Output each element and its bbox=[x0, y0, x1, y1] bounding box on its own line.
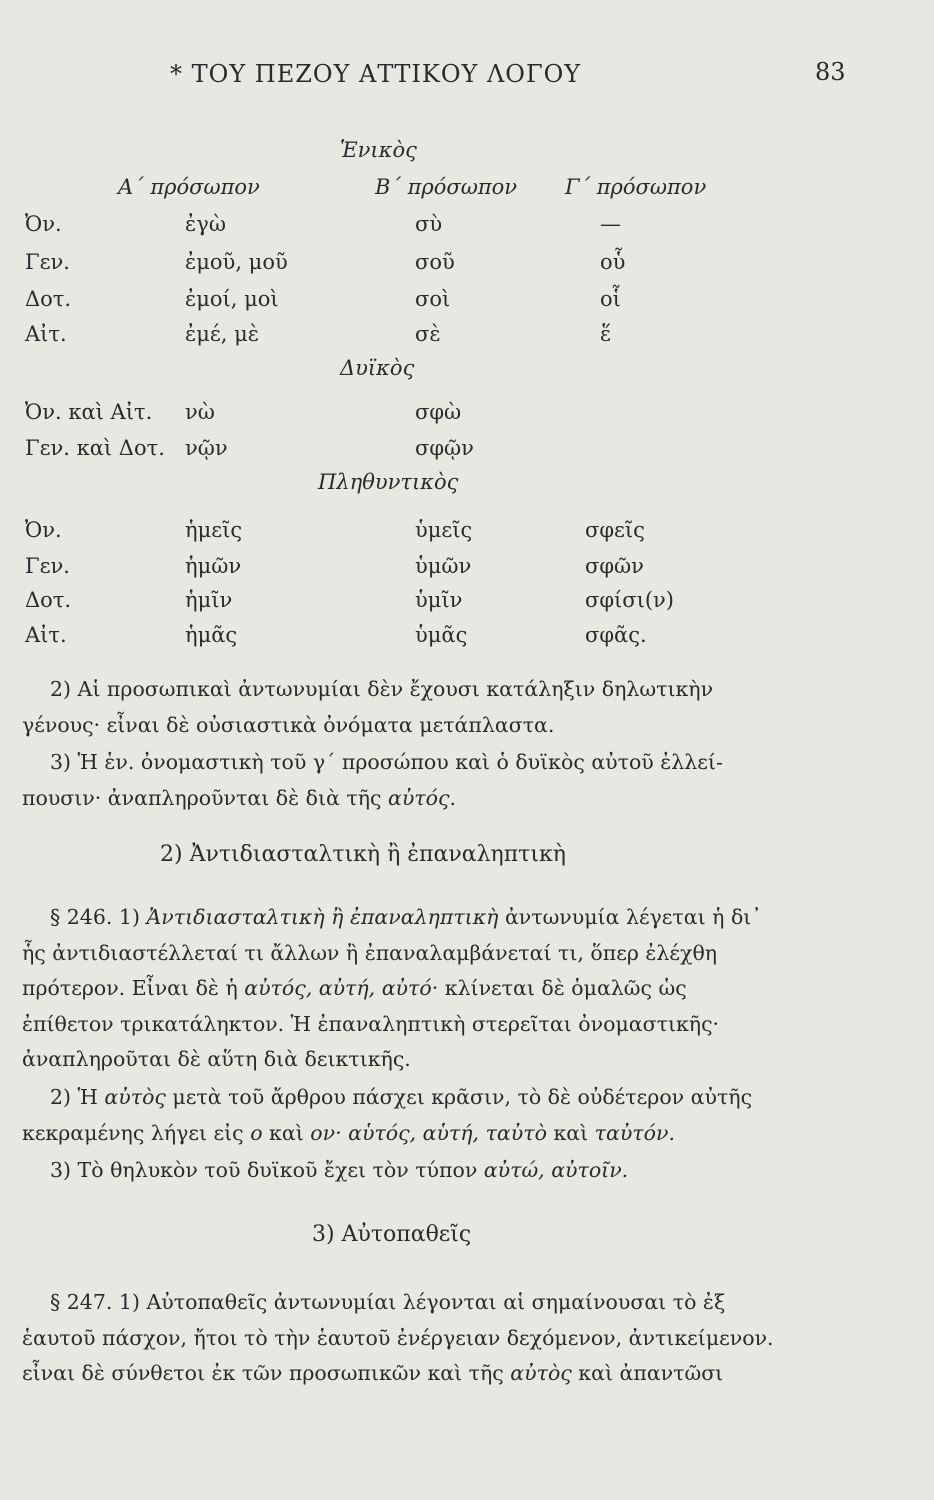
form-cell: ἕ bbox=[600, 322, 612, 346]
form-cell: οὗ bbox=[600, 250, 626, 274]
note-3: 3) Ἡ ἑν. ὀνομαστικὴ τοῦ γ΄ προσώπου καὶ ὁ δυϊκὸς αὐτοῦ ἐλλείπουσιν· ἀναπληροῦνται δὲ διὰ τῆς αὐτός. bbox=[22, 750, 723, 810]
form-cell: ἡμῶν bbox=[185, 554, 242, 578]
case-label: Ὀν. bbox=[25, 212, 62, 236]
form-cell: σοὶ bbox=[415, 287, 451, 311]
case-label: Δοτ. bbox=[25, 287, 72, 311]
form-cell: σφῷν bbox=[415, 436, 474, 460]
form-cell: σφίσι(ν) bbox=[585, 588, 674, 612]
form-cell: ἐμέ, μὲ bbox=[185, 322, 260, 346]
form-cell: ὑμᾶς bbox=[415, 623, 468, 647]
form-cell: νὼ bbox=[185, 400, 215, 424]
running-head: * ΤΟΥ ΠΕΖΟΥ ΑΤΤΙΚΟΥ ΛΟΓΟΥ bbox=[170, 60, 582, 88]
singular-title: Ἑνικὸς bbox=[340, 138, 417, 162]
form-cell: ὑμῖν bbox=[415, 588, 463, 612]
section-heading: 2) Ἀντιδιασταλτικὴ ἢ ἐπαναληπτικὴ bbox=[160, 842, 566, 867]
case-label: Γεν. bbox=[25, 250, 70, 274]
page-number: 83 bbox=[815, 58, 846, 86]
col-head-c: Γ΄ πρόσωπον bbox=[565, 175, 707, 199]
dual-title: Δυϊκὸς bbox=[340, 356, 415, 380]
note-2: 2) Αἱ προσωπικαὶ ἀντωνυμίαι δὲν ἔχουσι κατάληξιν δηλωτικὴν γένους· εἶναι δὲ οὐσιαστικὰ ὀνόματα μετάπλαστα. bbox=[22, 677, 714, 737]
case-label: Γεν. bbox=[25, 554, 70, 578]
form-cell: σὺ bbox=[415, 212, 443, 236]
col-head-b: Β΄ πρόσωπον bbox=[375, 175, 518, 199]
form-cell: νῷν bbox=[185, 436, 228, 460]
form-cell: σφεῖς bbox=[585, 518, 645, 542]
case-label: Αἰτ. bbox=[25, 623, 67, 647]
case-label: Αἰτ. bbox=[25, 322, 67, 346]
form-cell: σφᾶς. bbox=[585, 623, 647, 647]
form-cell: σφὼ bbox=[415, 400, 462, 424]
form-cell: σὲ bbox=[415, 322, 441, 346]
form-cell: ἡμῖν bbox=[185, 588, 233, 612]
paragraph-247-1: § 247. 1) Αὐτοπαθεῖς ἀντωνυμίαι λέγονται αἱ σημαίνουσαι τὸ ἐξ ἑαυτοῦ πάσχον, ἤτοι τὸ τὴν ἑαυτοῦ ἐνέργειαν δεχόμενον, ἀντικείμενον. εἶναι δὲ σύνθετοι ἐκ τῶν προσωπικῶν καὶ τῆς αὐτὸς καὶ ἀπαντῶσι bbox=[22, 1290, 774, 1385]
form-cell: ὑμῶν bbox=[415, 554, 472, 578]
paragraph-246-3: 3) Τὸ θηλυκὸν τοῦ δυϊκοῦ ἔχει τὸν τύπον αὐτώ, αὐτοῖν. bbox=[50, 1158, 629, 1182]
form-cell: ἡμᾶς bbox=[185, 623, 238, 647]
form-cell: ἡμεῖς bbox=[185, 518, 243, 542]
paragraph-246-2: 2) Ἡ αὐτὸς μετὰ τοῦ ἄρθρου πάσχει κρᾶσιν, τὸ δὲ οὐδέτερον αὐτῆς κεκραμένης λήγει εἰς ο καὶ ον· αὑτός, αὑτή, ταὐτὸ καὶ ταὐτόν. bbox=[22, 1085, 753, 1145]
case-label: Δοτ. bbox=[25, 588, 72, 612]
col-head-a: Α΄ πρόσωπον bbox=[118, 175, 260, 199]
paragraph-246-1: § 246. 1) Ἀντιδιασταλτικὴ ἢ ἐπαναληπτικὴ ἀντωνυμία λέγεται ἡ δι᾿ ἧς ἀντιδιαστέλλεταί τι ἄλλων ἢ ἐπαναλαμβάνεταί τι, ὅπερ ἐλέχθη πρότερον. Εἶναι δὲ ἡ αὐτός, αὐτή, αὐτό· κλίνεται δὲ ὁμαλῶς ὡς ἐπίθετον τρικατάληκτον. Ἡ ἐπαναληπτικὴ στερεῖται ὀνομαστικῆς· ἀναπληροῦται δὲ αὕτη διὰ δεικτικῆς. bbox=[22, 905, 762, 1071]
case-label: Γεν. καὶ Δοτ. bbox=[25, 436, 165, 460]
case-label: Ὀν. καὶ Αἰτ. bbox=[25, 400, 153, 424]
form-cell: ἐγὼ bbox=[185, 212, 226, 236]
form-cell: ὑμεῖς bbox=[415, 518, 473, 542]
case-label: Ὀν. bbox=[25, 518, 62, 542]
form-cell: — bbox=[600, 212, 621, 236]
plural-title: Πληθυντικὸς bbox=[318, 470, 459, 494]
form-cell: ἐμοῦ, μοῦ bbox=[185, 250, 288, 274]
section-heading: 3) Αὐτοπαθεῖς bbox=[312, 1222, 472, 1247]
form-cell: οἷ bbox=[600, 287, 621, 311]
form-cell: ἐμοί, μοὶ bbox=[185, 287, 279, 311]
form-cell: σφῶν bbox=[585, 554, 644, 578]
form-cell: σοῦ bbox=[415, 250, 455, 274]
